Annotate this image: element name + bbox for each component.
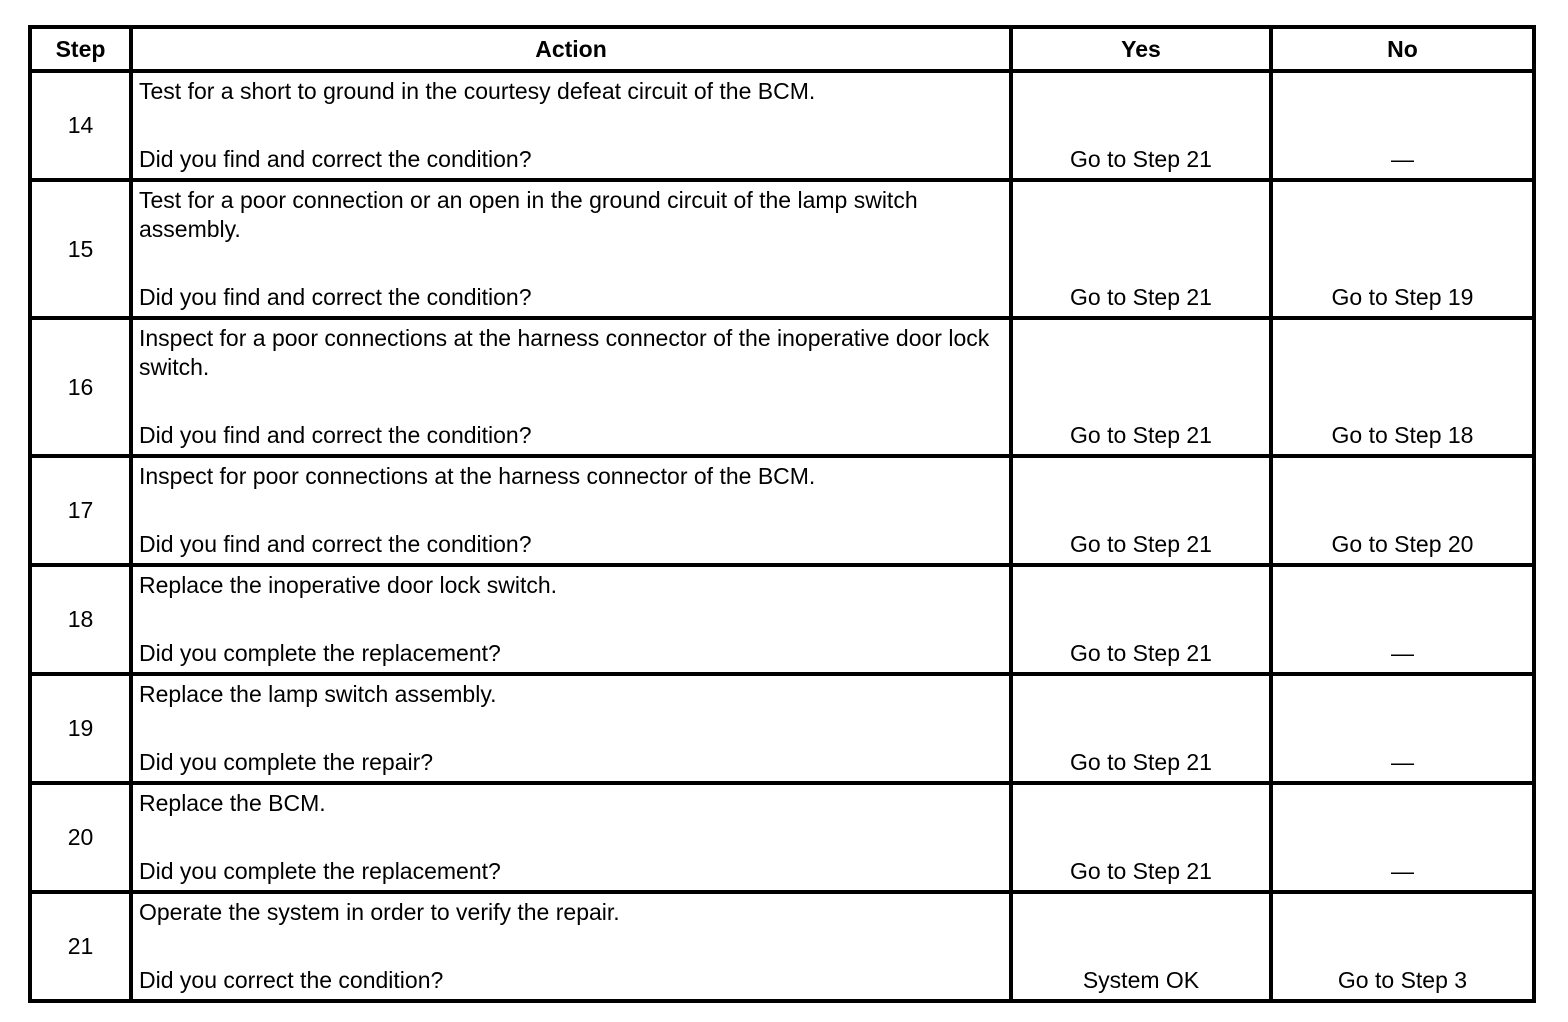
step-number: 16 [30, 318, 131, 456]
step-number: 21 [30, 892, 131, 1001]
no-result: Go to Step 19 [1271, 180, 1534, 318]
action-question: Did you find and correct the condition? [139, 146, 532, 172]
step-number: 15 [30, 180, 131, 318]
header-action: Action [131, 27, 1011, 71]
action-cell [131, 180, 1011, 318]
action-cell [131, 565, 1011, 674]
yes-result: Go to Step 21 [1011, 180, 1271, 318]
table-row [30, 565, 1534, 674]
header-no: No [1271, 27, 1534, 71]
action-text: Test for a short to ground in the courtesy defeat circuit of the BCM. [139, 78, 816, 104]
header-row [30, 27, 1534, 71]
table-row [30, 456, 1534, 565]
yes-result: Go to Step 21 [1011, 456, 1271, 565]
step-number: 18 [30, 565, 131, 674]
step-number: 14 [30, 71, 131, 180]
table-row [30, 318, 1534, 456]
action-text: Inspect for poor connections at the harness connector of the BCM. [139, 463, 816, 489]
action-cell [131, 456, 1011, 565]
no-result: — [1271, 565, 1534, 674]
table-row [30, 783, 1534, 892]
action-text: Inspect for a poor connections at the harness connector of the inoperative door lock switch. [139, 325, 990, 380]
action-cell [131, 318, 1011, 456]
yes-result: Go to Step 21 [1011, 318, 1271, 456]
action-cell [131, 674, 1011, 783]
table-row [30, 674, 1534, 783]
action-question: Did you complete the replacement? [139, 858, 501, 884]
yes-result: Go to Step 21 [1011, 71, 1271, 180]
yes-result: Go to Step 21 [1011, 674, 1271, 783]
table-row [30, 71, 1534, 180]
action-text: Operate the system in order to verify the repair. [139, 899, 620, 925]
action-cell [131, 892, 1011, 1001]
yes-result: Go to Step 21 [1011, 783, 1271, 892]
no-result: — [1271, 71, 1534, 180]
no-result: — [1271, 783, 1534, 892]
diagnostic-table [28, 25, 1536, 1003]
no-result: Go to Step 20 [1271, 456, 1534, 565]
action-question: Did you find and correct the condition? [139, 284, 532, 310]
step-number: 17 [30, 456, 131, 565]
action-cell [131, 783, 1011, 892]
table-row [30, 892, 1534, 1001]
action-question: Did you correct the condition? [139, 967, 444, 993]
action-cell [131, 71, 1011, 180]
step-number: 19 [30, 674, 131, 783]
action-text: Replace the BCM. [139, 790, 326, 816]
yes-result: System OK [1011, 892, 1271, 1001]
header-step: Step [30, 27, 131, 71]
action-text: Replace the inoperative door lock switch. [139, 572, 558, 598]
action-text: Replace the lamp switch assembly. [139, 681, 497, 707]
step-number: 20 [30, 783, 131, 892]
no-result: Go to Step 18 [1271, 318, 1534, 456]
no-result: — [1271, 674, 1534, 783]
header-yes: Yes [1011, 27, 1271, 71]
action-question: Did you complete the replacement? [139, 640, 501, 666]
action-question: Did you find and correct the condition? [139, 422, 532, 448]
yes-result: Go to Step 21 [1011, 565, 1271, 674]
table-row [30, 180, 1534, 318]
action-question: Did you complete the repair? [139, 749, 434, 775]
action-question: Did you find and correct the condition? [139, 531, 532, 557]
no-result: Go to Step 3 [1271, 892, 1534, 1001]
action-text: Test for a poor connection or an open in the ground circuit of the lamp switch assembly. [139, 187, 918, 242]
